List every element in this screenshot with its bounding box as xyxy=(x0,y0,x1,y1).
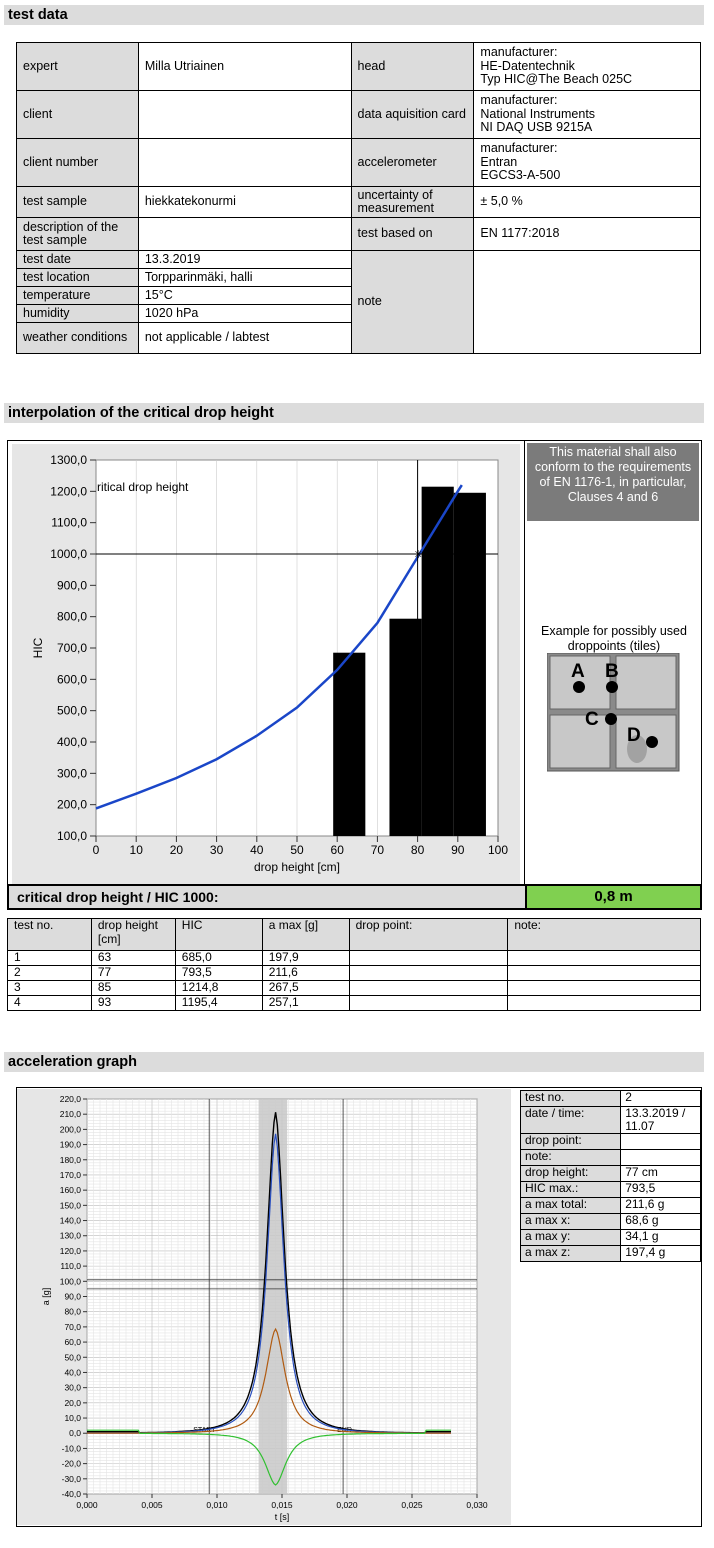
cell xyxy=(349,996,508,1011)
head-label: head xyxy=(351,43,474,91)
droppoint-c-label: C xyxy=(585,709,599,730)
y-tick-label: 100,0 xyxy=(59,1276,81,1287)
cell: 63 xyxy=(91,951,175,966)
bar xyxy=(454,493,486,836)
y-tick-label: 120,0 xyxy=(59,1245,81,1256)
humidity-value: 1020 hPa xyxy=(138,305,351,323)
droppoint-d-label: D xyxy=(627,725,641,746)
y-tick-label: 130,0 xyxy=(59,1230,81,1241)
y-tick-label: 700,0 xyxy=(56,641,87,655)
cell: 1 xyxy=(8,951,92,966)
x-tick-label: 40 xyxy=(250,843,264,857)
table-row xyxy=(8,996,701,1011)
y-tick-label: 1000,0 xyxy=(50,547,87,561)
cell: 257,1 xyxy=(262,996,349,1011)
y-tick-label: 90,0 xyxy=(64,1291,81,1302)
cell xyxy=(349,951,508,966)
daq-line-1: manufacturer: xyxy=(480,93,558,108)
y-tick-label: 70,0 xyxy=(64,1321,81,1332)
client-label: client xyxy=(17,91,139,139)
info-value: 13.3.2019 / 11.07 xyxy=(621,1107,701,1134)
info-row xyxy=(521,1246,701,1262)
droppoints-title: Example for possibly used droppoints (tiles) xyxy=(541,624,687,653)
cell: 4 xyxy=(8,996,92,1011)
note-label: note xyxy=(351,251,474,354)
col-header-drop-point: drop point: xyxy=(349,919,508,951)
col-header-test-no: test no. xyxy=(8,919,92,951)
x-axis-label: t [s] xyxy=(274,1512,290,1522)
daq-line-2: National Instruments xyxy=(480,106,596,121)
y-tick-label: 300,0 xyxy=(56,766,87,781)
critical-height-label: critical drop height / HIC 1000: xyxy=(17,889,219,905)
cell: 1214,8 xyxy=(175,981,262,996)
info-row xyxy=(521,1150,701,1166)
uncertainty-label: uncertainty of measurement xyxy=(351,187,474,218)
info-label: note: xyxy=(521,1150,621,1166)
y-tick-label: 180,0 xyxy=(59,1154,81,1165)
expert-value: Milla Utriainen xyxy=(138,43,351,91)
accel-line-1: manufacturer: xyxy=(480,141,558,156)
table-row xyxy=(8,966,701,981)
critical-height-value: 0,8 m xyxy=(525,886,700,908)
info-row xyxy=(521,1198,701,1214)
test-data-table xyxy=(16,42,701,354)
end-label: END xyxy=(337,1427,352,1435)
info-row xyxy=(521,1107,701,1134)
info-label: HIC max.: xyxy=(521,1182,621,1198)
cell: 197,9 xyxy=(262,951,349,966)
y-tick-label: 220,0 xyxy=(59,1094,81,1104)
test-based-label: test based on xyxy=(351,218,474,251)
info-value: 211,6 g xyxy=(621,1198,701,1214)
y-tick-label: 800,0 xyxy=(56,609,87,624)
info-value: 77 cm xyxy=(621,1166,701,1182)
x-tick-label: 0,010 xyxy=(206,1500,228,1510)
head-line-3: Typ HIC@The Beach 025C xyxy=(480,72,633,87)
uncertainty-value: ± 5,0 % xyxy=(474,187,701,218)
info-row xyxy=(521,1091,701,1107)
cell: 267,5 xyxy=(262,981,349,996)
weather-value: not applicable / labtest xyxy=(138,323,351,354)
x-tick-label: 20 xyxy=(169,843,184,857)
acceleration-info-table xyxy=(520,1090,701,1262)
info-label: test no. xyxy=(521,1091,621,1107)
y-tick-label: 100,0 xyxy=(56,829,87,843)
head-line-1: manufacturer: xyxy=(480,45,558,60)
test-sample-label: test sample xyxy=(17,187,139,218)
cell: 1195,4 xyxy=(175,996,262,1011)
info-value: 34,1 g xyxy=(621,1230,701,1246)
y-tick-label: 110,0 xyxy=(60,1261,81,1272)
y-tick-label: 210,0 xyxy=(59,1109,81,1120)
bar xyxy=(422,487,454,836)
info-label: a max total: xyxy=(521,1198,621,1214)
temperature-label: temperature xyxy=(17,287,139,305)
client-number-label: client number xyxy=(17,139,139,187)
expert-label: expert xyxy=(17,43,139,91)
test-sample-value: hiekkatekonurmi xyxy=(138,187,351,218)
hic-chart xyxy=(12,444,520,884)
y-tick-label: 500,0 xyxy=(56,703,87,718)
y-tick-label: 80,0 xyxy=(64,1306,81,1317)
section-header-acceleration: acceleration graph xyxy=(4,1052,704,1072)
info-value: 2 xyxy=(621,1091,701,1107)
info-value: 793,5 xyxy=(621,1182,701,1198)
cell xyxy=(508,996,701,1011)
y-tick-label: 170,0 xyxy=(59,1169,81,1180)
y-tick-label: -40,0 xyxy=(61,1489,81,1499)
head-value xyxy=(474,43,701,91)
x-tick-label: 70 xyxy=(370,843,385,857)
table-row xyxy=(8,951,701,966)
col-header-a-max: a max [g] xyxy=(262,919,349,951)
cell: 77 xyxy=(91,966,175,981)
y-tick-label: 0,0 xyxy=(69,1428,81,1439)
y-tick-label: 190,0 xyxy=(59,1139,81,1150)
y-tick-label: 40,0 xyxy=(64,1367,81,1378)
info-row xyxy=(521,1214,701,1230)
critical-height-row xyxy=(7,884,702,910)
info-value xyxy=(621,1134,701,1150)
cell xyxy=(349,966,508,981)
info-value: 197,4 g xyxy=(621,1246,701,1262)
weather-label: weather conditions xyxy=(17,323,139,354)
accel-line-3: EGCS3-A-500 xyxy=(480,168,561,183)
col-header-hic: HIC xyxy=(175,919,262,951)
crosshair-marker: ✳ xyxy=(413,549,423,561)
info-value: 68,6 g xyxy=(621,1214,701,1230)
note-value xyxy=(474,251,701,354)
humidity-label: humidity xyxy=(17,305,139,323)
x-tick-label: 60 xyxy=(330,843,344,857)
head-line-2: HE-Datentechnik xyxy=(480,58,575,73)
droppoint-b-label: B xyxy=(605,661,619,682)
y-tick-label: -30,0 xyxy=(61,1473,81,1484)
acceleration-chart xyxy=(17,1089,511,1525)
y-tick-label: 60,0 xyxy=(64,1337,81,1348)
x-tick-label: 0,015 xyxy=(271,1500,293,1510)
cell xyxy=(508,966,701,981)
info-label: date / time: xyxy=(521,1107,621,1134)
bar xyxy=(333,653,365,836)
x-axis-label: drop height [cm] xyxy=(253,860,341,874)
y-tick-label: 20,0 xyxy=(64,1397,81,1408)
info-value xyxy=(621,1150,701,1166)
x-tick-label: 10 xyxy=(129,843,143,857)
description-value xyxy=(138,218,351,251)
x-tick-label: 0,005 xyxy=(141,1500,163,1510)
x-tick-label: 50 xyxy=(290,843,304,857)
info-label: a max y: xyxy=(521,1230,621,1246)
client-value xyxy=(138,91,351,139)
y-tick-label: 900,0 xyxy=(56,578,87,593)
x-tick-label: 30 xyxy=(209,843,224,857)
x-tick-label: 80 xyxy=(410,843,425,857)
info-row xyxy=(521,1182,701,1198)
test-location-value: Torpparinmäki, halli xyxy=(138,269,351,287)
col-header-note: note: xyxy=(508,919,701,951)
droppoint-a-label: A xyxy=(571,661,585,682)
y-axis-label: a [g] xyxy=(41,1287,51,1306)
start-label: START xyxy=(193,1427,216,1435)
cell: 793,5 xyxy=(175,966,262,981)
accelerometer-value xyxy=(474,139,701,187)
x-tick-label: 0 xyxy=(92,843,100,857)
info-row xyxy=(521,1230,701,1246)
test-date-value: 13.3.2019 xyxy=(138,251,351,269)
info-label: drop point: xyxy=(521,1134,621,1150)
y-tick-label: 160,0 xyxy=(59,1185,81,1196)
y-tick-label: 50,0 xyxy=(64,1352,81,1363)
x-tick-label: 90 xyxy=(451,843,465,857)
test-location-label: test location xyxy=(17,269,139,287)
cell: 3 xyxy=(8,981,92,996)
cell: 93 xyxy=(91,996,175,1011)
x-tick-label: 0,025 xyxy=(401,1500,423,1510)
x-tick-label: 0,000 xyxy=(76,1500,98,1510)
y-tick-label: 150,0 xyxy=(59,1200,81,1211)
daq-label: data aquisition card xyxy=(351,91,474,139)
x-tick-label: 100 xyxy=(487,843,509,857)
daq-line-3: NI DAQ USB 9215A xyxy=(480,120,593,135)
chart-annotation: ritical drop height xyxy=(97,480,189,494)
y-tick-label: 30,0 xyxy=(64,1382,81,1393)
y-tick-label: 10,0 xyxy=(64,1413,81,1424)
section-header-interpolation: interpolation of the critical drop height xyxy=(4,403,704,423)
results-table xyxy=(7,918,701,1011)
cell xyxy=(349,981,508,996)
y-tick-label: 600,0 xyxy=(56,672,87,687)
client-number-value xyxy=(138,139,351,187)
test-based-value: EN 1177:2018 xyxy=(474,218,701,251)
cell xyxy=(508,951,701,966)
interpolation-panel xyxy=(7,440,702,910)
y-tick-label: -10,0 xyxy=(61,1443,81,1454)
info-row xyxy=(521,1166,701,1182)
x-tick-label: 0,020 xyxy=(336,1500,358,1510)
info-label: drop height: xyxy=(521,1166,621,1182)
y-tick-label: 200,0 xyxy=(56,797,87,812)
droppoints-tiles-illustration xyxy=(547,653,681,773)
description-label: description of the test sample xyxy=(17,218,139,251)
col-header-drop-height: drop height [cm] xyxy=(91,919,175,951)
y-tick-label: -20,0 xyxy=(61,1458,81,1469)
info-label: a max z: xyxy=(521,1246,621,1262)
info-row xyxy=(521,1134,701,1150)
x-tick-label: 0,030 xyxy=(466,1500,488,1510)
accel-line-2: Entran xyxy=(480,154,518,169)
cell: 685,0 xyxy=(175,951,262,966)
y-tick-label: 140,0 xyxy=(59,1215,81,1226)
y-tick-label: 1300,0 xyxy=(50,453,87,467)
bar xyxy=(389,619,421,836)
section-header-test-data: test data xyxy=(4,5,704,25)
y-tick-label: 1200,0 xyxy=(50,484,87,499)
y-tick-label: 400,0 xyxy=(56,735,87,749)
cell: 85 xyxy=(91,981,175,996)
test-date-label: test date xyxy=(17,251,139,269)
cell xyxy=(508,981,701,996)
y-tick-label: 200,0 xyxy=(59,1124,81,1135)
daq-value xyxy=(474,91,701,139)
accelerometer-label: accelerometer xyxy=(351,139,474,187)
table-row xyxy=(8,981,701,996)
cell: 211,6 xyxy=(262,966,349,981)
conformity-notice: This material shall also conform to the requirements of EN 1176-1, in particular, Clauses 4 and 6 xyxy=(527,443,699,521)
y-tick-label: 1100,0 xyxy=(51,515,87,530)
info-label: a max x: xyxy=(521,1214,621,1230)
temperature-value: 15°C xyxy=(138,287,351,305)
y-axis-label: HIC xyxy=(31,637,45,659)
cell: 2 xyxy=(8,966,92,981)
